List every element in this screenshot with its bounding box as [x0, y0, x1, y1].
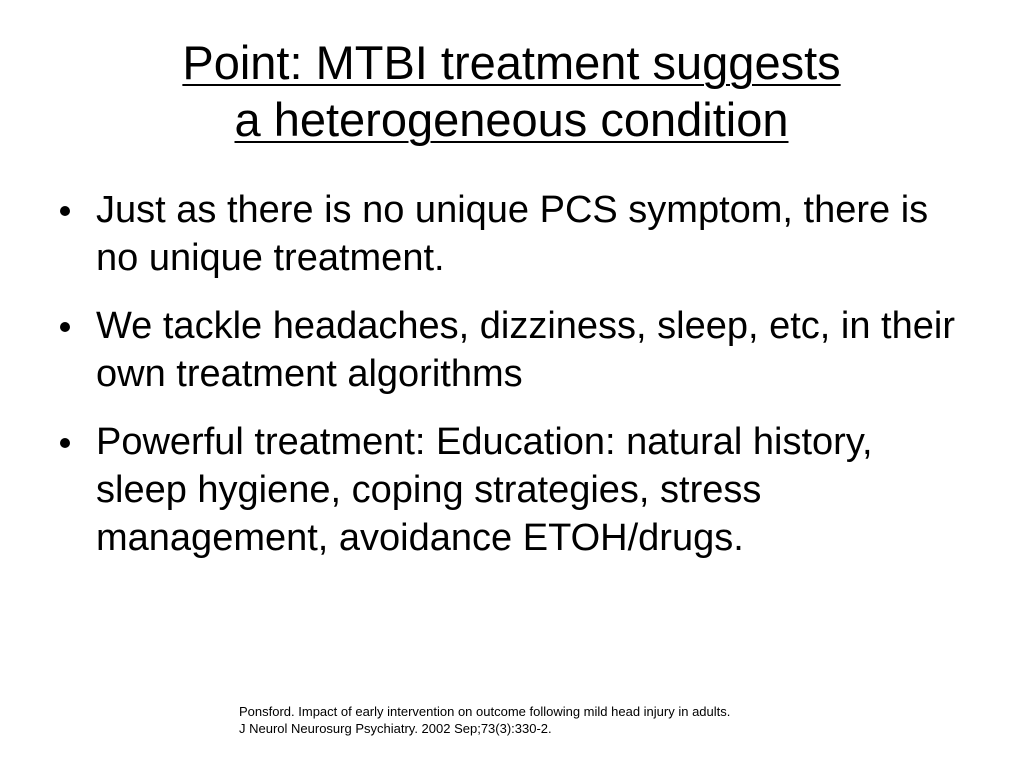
bullet-dot-icon: [60, 206, 70, 216]
bullet-text: Just as there is no unique PCS symptom, there is no unique treatment.: [96, 189, 929, 279]
bullet-text: Powerful treatment: Education: natural history, sleep hygiene, coping strategies, stress management, avoidance ETOH/drugs.: [96, 421, 873, 559]
bullet-item: [60, 418, 960, 562]
citation-line-1: Ponsford. Impact of early intervention on outcome following mild head injury in adults.: [239, 704, 731, 719]
citation: [239, 703, 730, 737]
bullet-dot-icon: [60, 438, 70, 448]
slide-title-line-1: Point: MTBI treatment suggests: [182, 36, 841, 89]
citation-line-2: J Neurol Neurosurg Psychiatry. 2002 Sep;73(3):330-2.: [239, 721, 552, 736]
bullet-item: [60, 302, 960, 398]
bullet-item: [60, 186, 960, 282]
slide-title-line-2: a heterogeneous condition: [234, 93, 789, 146]
bullet-list: [60, 186, 960, 582]
bullet-text: We tackle headaches, dizziness, sleep, etc, in their own treatment algorithms: [96, 305, 955, 395]
bullet-dot-icon: [60, 322, 70, 332]
slide-title: [0, 34, 1023, 148]
